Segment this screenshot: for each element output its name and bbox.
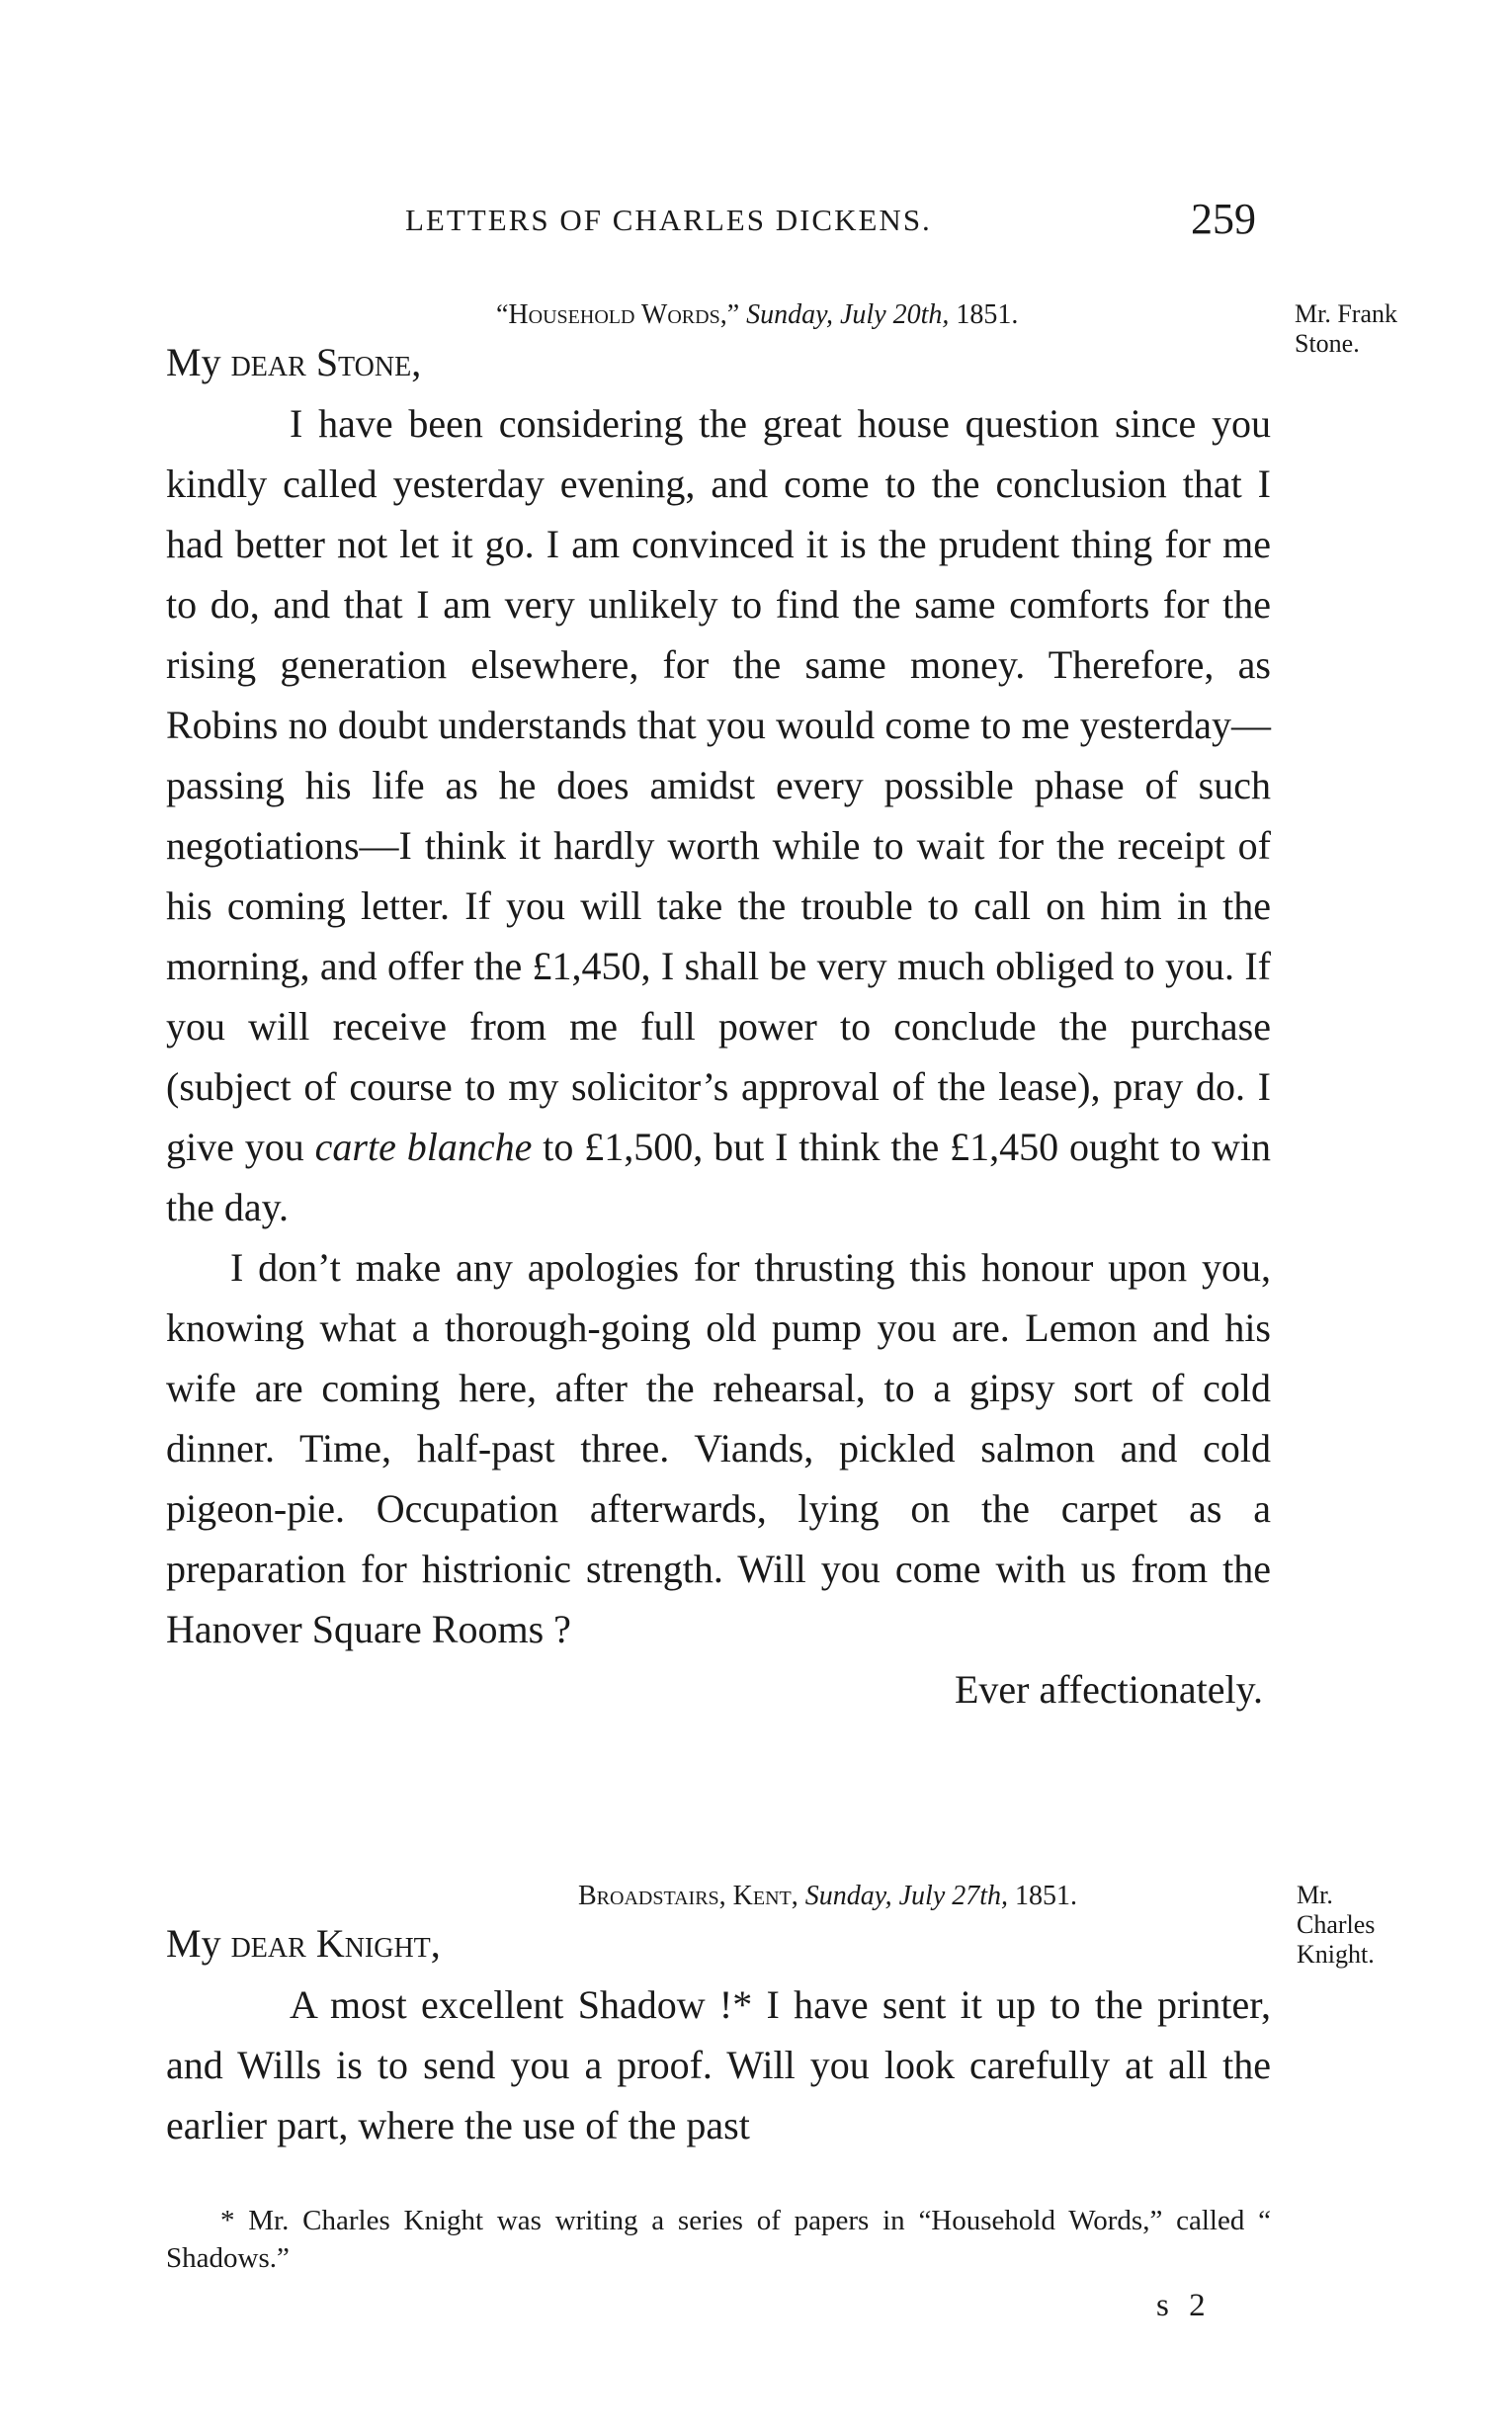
letter1-para1-text-a: I have been considering the great house question since you kindly called yesterday evening, and come to the conclusion that I had better not let it go. I am convinced it is the prudent thing for me to do, and that I am very unlikely to find the same comforts for the rising generation elsewhere, for the same money. Therefore, as Robins no doubt understands that you would come to me yesterday—passing his life as he does amidst every possible phase of such negotiations—I think it hardly worth while to wait for the receipt of his coming letter. If you will take the trouble to call on him in the morning, and offer the £1,450, I shall be very much obliged to you. If you will receive from me full power to conclude the purchase (subject of course to my solicitor’s approval of the lease), pray do. I give you — [166, 401, 1271, 1169]
letter1-dateline-place: “Household Words,” — [496, 299, 740, 330]
letter2-sidenote-line1: Mr. — [1297, 1881, 1333, 1909]
letter1-salutation — [166, 339, 421, 385]
letter2-dateline-day: Sunday, July 27th, — [804, 1881, 1009, 1911]
page-number: 259 — [1191, 195, 1256, 243]
letter2-dateline-place: Broadstairs, Kent, — [578, 1881, 798, 1911]
letter1-dateline — [496, 299, 1018, 331]
footnote: * Mr. Charles Knight was writing a series of papers in “Household Words,” called “ Shadows.” — [166, 2205, 1271, 2274]
letter1-sidenote-line2: Stone. — [1295, 329, 1360, 358]
letter2-salutation — [166, 1920, 441, 1967]
letter1-sidenote — [1295, 299, 1397, 359]
letter2-sidenote-line3: Knight. — [1297, 1940, 1375, 1969]
letter2-dateline — [578, 1881, 1077, 1912]
signature-mark: s 2 — [1156, 2288, 1212, 2323]
letter1-body — [166, 393, 1271, 1720]
letter1-paragraph-1 — [166, 393, 1271, 1237]
letter2-dateline-year: 1851. — [1015, 1881, 1078, 1911]
letter2-sidenote — [1297, 1881, 1375, 1970]
salutation-name: Knight, — [315, 1921, 441, 1966]
letter1-sidenote-line1: Mr. Frank — [1295, 299, 1397, 328]
letter1-para1-italic: carte blanche — [314, 1125, 533, 1169]
letter2-body — [166, 1974, 1271, 2155]
letter2-paragraph-1: A most excellent Shadow !* I have sent it up to the printer, and Wills is to send you a proof. Will you look carefully at all the earlier part, where the use of the past — [166, 1982, 1271, 2147]
letter1-dateline-day: Sunday, July 20th, — [746, 299, 950, 330]
letter2-sidenote-line2: Charles — [1297, 1910, 1376, 1939]
salutation-name: Stone, — [315, 340, 422, 384]
letter1-closing: Ever affectionately. — [954, 1667, 1263, 1712]
salutation-dear: dear — [230, 1921, 306, 1966]
letter1-para1-text-b: to £1,500, but I think the £1,450 ought to win the day. — [166, 1125, 1272, 1229]
salutation-my: My — [166, 1921, 221, 1966]
salutation-my: My — [166, 340, 221, 384]
running-title: LETTERS OF CHARLES DICKENS. — [405, 203, 932, 237]
letter1-dateline-year: 1851. — [956, 299, 1019, 330]
letter1-paragraph-2: I don’t make any apologies for thrusting this honour upon you, knowing what a thorough-going old pump you are. Lemon and his wife are coming here, after the rehearsal, to a gipsy sort of cold dinner. Time, half-past three. Viands, pickled salmon and cold pigeon-pie. Occupation afterwards, lying on the carpet as a preparation for histrionic strength. Will you come with us from the Hanover Square Rooms ? — [166, 1245, 1271, 1651]
salutation-dear: dear — [230, 340, 306, 384]
